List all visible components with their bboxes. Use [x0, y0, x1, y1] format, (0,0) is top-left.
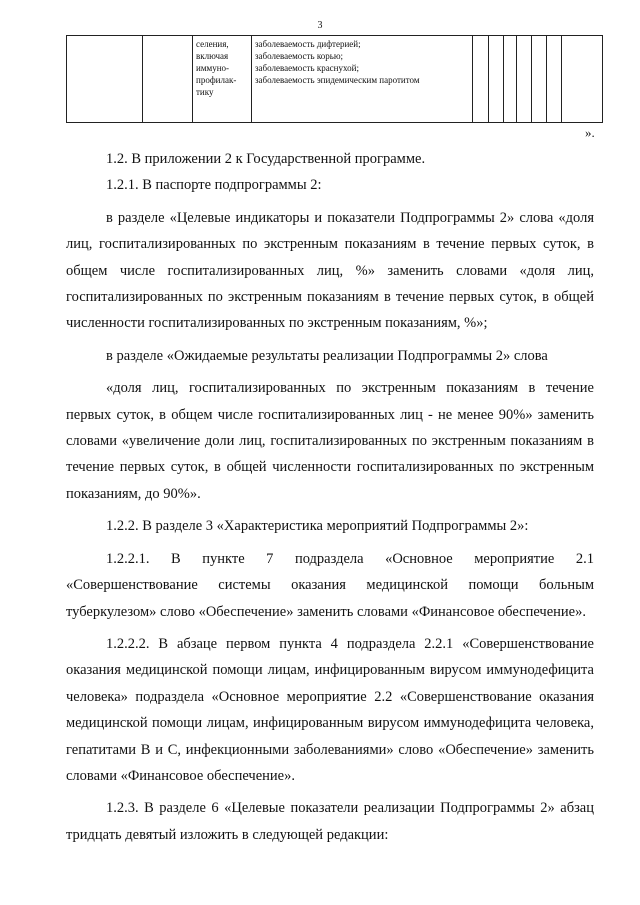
indicator-line: заболеваемость корью;: [255, 51, 344, 61]
indicator-line: заболеваемость дифтерией;: [255, 39, 361, 49]
paragraph: 1.2.2. В разделе 3 «Характеристика мероприятий Подпрограммы 2»:: [106, 518, 529, 535]
table-cell: [517, 36, 532, 123]
paragraph: «доля лиц, госпитализированных по экстренным показаниям в течение первых суток, в общем числе госпитализированных лиц - не менее 90%» заменить словами «увеличение доли лиц, госпитализированных по экстренным показаниям в течение первых суток, в общей численности госпитализированных по экстренным показаниям, до 90%».: [66, 380, 594, 502]
document-body: [66, 146, 594, 848]
page-number: 3: [317, 20, 323, 31]
paragraph: 1.2.3. В разделе 6 «Целевые показатели реализации Подпрограммы 2» абзац тридцать девятый изложить в следующей редакции:: [66, 800, 594, 843]
paragraph: в разделе «Ожидаемые результаты реализации Подпрограммы 2» слова: [106, 347, 548, 364]
table-cell-activity: селения, включая иммуно-профилак-тику: [193, 36, 252, 123]
table-cell: [504, 36, 517, 123]
indicator-line: заболеваемость краснухой;: [255, 63, 359, 73]
table-cell-indicators: [252, 36, 473, 123]
paragraph: в разделе «Целевые индикаторы и показатели Подпрограммы 2» слова «доля лиц, госпитализированных по экстренным показаниям в течение первых суток, в общем числе госпитализированных лиц, %» заменить словами «доля лиц, госпитализированных по экстренным показаниям в течение первых суток, в общей численности госпитализированных по экстренным показаниям, %»;: [66, 209, 594, 332]
table-cell: [547, 36, 562, 123]
continued-table: [66, 35, 603, 123]
indicator-line: заболеваемость эпидемическим паротитом: [255, 75, 420, 85]
closing-quote: ».: [585, 125, 595, 140]
paragraph: 1.2.2.1. В пункте 7 подраздела «Основное мероприятие 2.1 «Совершенствование системы оказания медицинской помощи больным туберкулезом» слово «Обеспечение» заменить словами «Финансовое обеспечение».: [66, 550, 594, 620]
table-cell: [473, 36, 489, 123]
table-cell: [562, 36, 603, 123]
table-row: [67, 36, 603, 123]
table-cell: [532, 36, 547, 123]
table-cell: [143, 36, 193, 123]
table-cell: [489, 36, 504, 123]
table-cell: [67, 36, 143, 123]
paragraph: 1.2.1. В паспорте подпрограммы 2:: [106, 177, 322, 194]
paragraph: 1.2. В приложении 2 к Государственной программе.: [106, 151, 426, 167]
paragraph: 1.2.2.2. В абзаце первом пункта 4 подраздела 2.2.1 «Совершенствование оказания медицинской помощи лицам, инфицированным вирусом иммунодефицита человека» подраздела «Основное мероприятие 2.2 «Совершенствование оказания медицинской помощи лицам, инфицированным вирусом иммунодефицита человека, гепатитами В и С, инфекционными заболеваниями» слово «Обеспечение» заменить словами «Финансовое обеспечение».: [66, 635, 594, 784]
